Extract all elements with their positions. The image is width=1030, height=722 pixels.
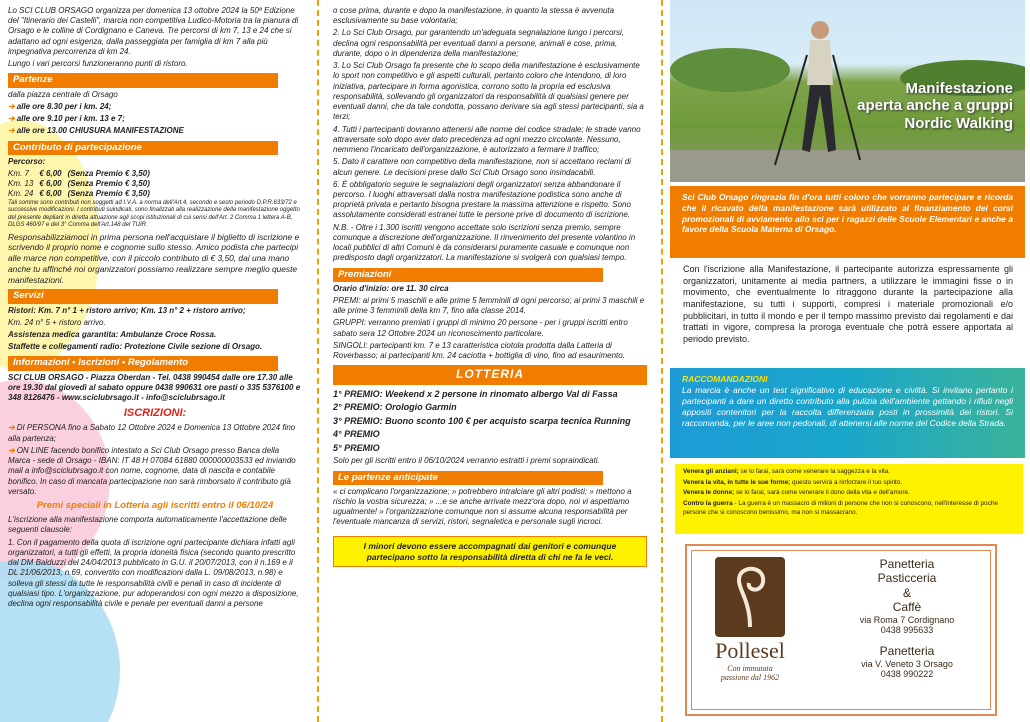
bakery-phone: 0438 990222: [880, 669, 934, 680]
intro-ristori: Lungo i vari percorsi funzioneranno punti di ristoro.: [8, 59, 188, 69]
minori-notice: I minori devono essere accompagnati dai genitori e comunque partecipano sotto la responsabilità diretta di chi ne fa le veci.: [333, 536, 647, 568]
quote: Venera gli anziani; se lo farai, sarà come venerare la saggezza e la vita.: [683, 468, 891, 475]
lottery-prize: 4° PREMIO: [333, 429, 380, 440]
clausola-text: 2. Lo Sci Club Orsago, pur garantendo un'adeguata segnalazione lungo i percorsi, declina ogni responsabilità per eventuali danni a persone, animali e cose, prima, durante, dopo o in dipendenza della manifestazione;: [333, 28, 625, 58]
column-middle: [325, 0, 655, 722]
lottery-prize: 2° PREMIO: Orologio Garmin: [333, 402, 457, 413]
partenze-place: dalla piazza centrale di Orsago: [8, 89, 118, 99]
bakery-ad-inner: [691, 550, 991, 710]
raccomandazioni-box: [670, 368, 1025, 458]
clausola-text: 6. È obbligatorio seguire le segnalazioni degli organizzatori senza abbandonare il percorso. I luoghi attraversati dalla nostra manifestazione podistica sono anche di proprietà privata e pertanto bisogna prestare la massima attenzione e rispetto. Sono assolutamente considerati estranei tutte le persone prive di documento di iscrizione.: [333, 179, 631, 220]
fold-line: [317, 0, 319, 722]
bakery-address: via V. Veneto 3 Orsago: [861, 658, 953, 669]
servizi-line: Km. 24 n° 5 + ristoro arrivo.: [8, 317, 106, 327]
clausola-1: 1. Con il pagamento della quota di iscrizione ogni partecipante dichiara infatti agli organizzatori, a tutti gli effetti, la propria idoneità fisica (secondo quanto prescritto dal DM Balduzzi del 24/04/2013 pubblicato in G.U. il 20/07/2013, con il n.169 e il DL 21/06/2013, n.69, convertito con modificazioni dalla L. 09/08/2013, n.98) e solleva gli stessi da tutte le responsabilità civili e penali in caso di incidente di qualsiasi tipo. L'organizzazione, pur adoperandosi con ogni mezzo a disposizione, declina ogni responsabilità civile e penale per eventuali danni a persone: [8, 537, 299, 609]
arrow-icon: ➔: [8, 423, 15, 433]
column-left: [0, 0, 310, 722]
column-right: [665, 0, 1030, 722]
premi-speciali: Premi speciali in Lotteria agli iscritti entro il 06/10/24: [36, 500, 274, 512]
info-header: Informazioni • Iscrizioni • Regolamento: [8, 356, 278, 370]
anticipate-text: « ci complicano l'organizzazione; » potrebbero intralciare gli altri podisti; » mettono a rischio la vostra sicurezza; » ...e se anche arrivate mezz'ora dopo, noi vi aspettiamo ugualmente! » l'organizzazione comunque non si assume alcuna responsabilità per l'eventuale mancanza di servizi, ristori, segnaletica e personale sugli incroci.: [333, 486, 632, 527]
premiazioni-header: Premiazioni: [333, 268, 603, 282]
lottery-prize: 5° PREMIO: [333, 442, 380, 453]
logo-name: Pollesel: [715, 638, 785, 663]
table-row: Km. 13 € 6,00 (Senza Premio € 3,50): [8, 179, 150, 189]
fold-line: [661, 0, 663, 722]
raccomandazioni-title: RACCOMANDAZIONI: [682, 374, 768, 384]
consent-text: Con l'iscrizione alla Manifestazione, il partecipante autorizza espressamente gli organizzatori, unitamente ai media partners, a utilizzare le immagini fisse o in movimento, che eventualmente lo ritraggono durante la partecipazione alla manifestazione, su tutti i supporti, compresi i materiale promozionali e/o pubblicitari, in tutto il mondo e per il tempo massimo previsto dai regolamenti e dai trattati in vigore, compresa la proroga eventuale che potrà essere apportata al periodo previsto.: [683, 264, 1013, 345]
iscrizioni-title: ISCRIZIONI:: [123, 407, 187, 420]
iscrizioni-persona: ➔ DI PERSONA fino a Sabato 12 Ottobre 2024 e Domenica 13 Ottobre 2024 fino alla partenza;: [8, 423, 296, 443]
clausola-text: o cose prima, durante e dopo la manifestazione, in quanto la stessa è avvenuta esclusivamente su base volontaria;: [333, 6, 615, 26]
partenze-item: ➔ alle ore 13.00 CHIUSURA MANIFESTAZIONE: [8, 126, 184, 136]
fee-table: [8, 169, 156, 200]
anticipate-header: Le partenze anticipate: [333, 471, 603, 485]
quote: Venera le donne; se lo farai, sarà come venerare il dono della vita e dell'amore.: [683, 489, 910, 497]
lottery-note: Solo per gli iscritti entro il 06/10/2024 verranno estratti i premi sopraindicati.: [333, 456, 600, 466]
nordic-walking-photo: [670, 0, 1025, 182]
lottery-prize: 3° PREMIO: Buono sconto 100 € per acquisto scarpa tecnica Running: [333, 415, 631, 426]
percorso-label: Percorso:: [8, 156, 46, 166]
premiazioni-orario: Orario d'inizio: ore 11. 30 circa: [333, 283, 449, 293]
contributo-header: Contributo di partecipazione: [8, 141, 278, 155]
clausole-intro: L'iscrizione alla manifestazione comporta automaticamente l'accettazione delle seguenti clausole:: [8, 515, 287, 535]
arrow-icon: ➔: [8, 126, 15, 136]
servizi-header: Servizi: [8, 289, 278, 303]
premiazioni-gruppi: GRUPPI: verranno premiati i gruppi di minimo 20 persone - per i gruppi iscritti entro sabato sera 12 Ottobre 2024 un riconoscimento particolare.: [333, 318, 628, 338]
nb-text: N.B. - Oltre i 1.300 iscritti vengono accettate solo iscrizioni senza premio, sempre comunque a discrezione dell'organizzazione. Il rinvenimento del presente volantino in locali pubblici di altri Comuni è da considerarsi puramente casuale e comunque non predisposto dagli organizzatori. La manifestazione si svolgerà con qualsiasi tempo.: [333, 222, 636, 263]
bakery-phone: 0438 995633: [880, 625, 934, 636]
thanks-box: Sci Club Orsago ringrazia fin d'ora tutti coloro che vorranno partecipare e ricorda che il ricavato della manifestazione sarà utilizzato al finanziamento dei corsi promozionali di avviamento allo sci per i ragazzi delle Scuole Elementari e anche a favore della Scuola Materna di Orsago.: [670, 186, 1025, 258]
premiazioni-premi: PREMI: ai primi 5 maschili e alle prime 5 femminili di ogni percorso; ai primi 3 maschili e alle prime 3 femminili della km 7, fino alla classe 2014.: [333, 296, 645, 316]
clausola-text: 3. Lo Sci Club Orsago fa presente che lo scopo della manifestazione è esclusivamente lo sport non competitivo e gli aspetti culturali, pertanto coloro che intendono, di loro iniziativa, partecipare in forma agonistica, corrono sotto la propria ed esclusiva responsabilità, sollevando gli organizzatori da responsabilità di qualsiasi genere per eventuali danni, che da tale condotta, possano derivare sia agli stessi partecipanti, sia a terzi;: [333, 61, 644, 122]
servizi-line: Staffette e collegamenti radio: Protezione Civile sezione di Orsago.: [8, 342, 263, 352]
quote: Venera la vita, in tutte le sue forme; questo servirà a rinforzare il tuo spirito.: [683, 478, 903, 486]
raccomandazioni-text: La marcia è anche un test significativo di educazione e civiltà. Si invitano pertanto i partecipanti a dare un diretto contributo alla pulizia dell'ambiente gettando i rifiuti negli appositi contenitori per la raccolta differenziata posti in prossimità dei ristori. Si raccomanda, per le aree non pedonali, di attenersi alle norme del Codice della Strada.: [682, 384, 1013, 428]
bakery-address: via Roma 7 Cordignano: [859, 614, 955, 625]
servizi-line: Assistenza medica garantita: Ambulanze Croce Rossa.: [8, 329, 217, 339]
legal-note: Tali somme sono contributi non soggetti ad I.V.A. a norma dell'Art.4, secondo e sesto periodo D.P.R.633/72 e successive modificazioni. I contributi suindicati, sono finalizzati alla realizzazione della manifestazione oggetto del presente depliant in diretta attuazione agli scopi istituzionali di cui sensi dell'Art. 2 Comma 1 lettera A-B, DLGS 460/97 e del 3° Comma dell'Art.148 del TUIR.: [8, 199, 300, 229]
clausola-text: 5. Dato il carattere non competitivo della manifestazione, non si accettano reclami di alcun genere. Le decisioni prese dallo Sci Club Orsago sono insindacabili.: [333, 157, 631, 177]
lotteria-header: LOTTERIA: [333, 365, 647, 384]
iscrizioni-online: ➔ ON LINE facendo bonifico intestato a Sci Club Orsago presso Banca della Marca - sede di Orsago - IBAN: IT 48 H 07084 61880 000000003533 ed inviando mail a info@sciclubrsago.it con nome, cognome, data di nascita e contabile bonifico. In caso di mancata partecipazione non sarà rimborsato il contributo già versato.: [8, 445, 296, 496]
table-row: Km. 24 € 6,00 (Senza Premio € 3,50): [8, 189, 150, 199]
bakery-details: Panetteria Pasticceria & Caffè via Roma 7 Cordignano 0438 995633 Panetteria via V. Veneto 3 Orsago 0438 990222: [822, 557, 992, 680]
table-row: Km. 7 € 6,00 (Senza Premio € 3,50): [8, 168, 150, 178]
photo-title: Manifestazione aperta anche a gruppi Nordic Walking: [857, 80, 1013, 132]
partenze-header: Partenze: [8, 73, 278, 87]
arrow-icon: ➔: [8, 114, 15, 124]
bakery-ad: [685, 544, 997, 716]
intro-text: Lo SCI CLUB ORSAGO organizza per domenica 13 ottobre 2024 la 50ª Edizione del "Itinerario dei Castelli", marcia non competitiva Ludico-Motoria tra la pianura di Orsago e le colline di Cordignano e Caneva. Tre percorsi di km 7, 13 e 24 che si adattano ad ogni esigenza, dalla passeggiata per famiglia di km 7 alla più impegnativa percorrenza di km 24.: [8, 6, 299, 56]
arrow-icon: ➔: [8, 445, 15, 455]
quote: Contro la guerra - La guerra è un massacro di milioni di persone che non si conoscono, nell'interesse di poche persone che si conoscono benissimo, ma non si massacrano.: [683, 499, 998, 516]
premiazioni-singoli: SINGOLI: partecipanti km. 7 e 13 caratteristica ciotola prodotta dalla Latteria di Roverbasso; ai partecipanti km. 24 caciotta + bottiglia di vino, fino ad esaurimento.: [333, 340, 625, 361]
partenze-item: ➔ alle ore 8.30 per i km. 24;: [8, 101, 112, 111]
quotes-box: [675, 464, 1023, 534]
lottery-prize: 1° PREMIO: Weekend x 2 persone in rinomato albergo Val di Fassa: [333, 388, 618, 399]
responsibility-text: Responsabilizziamoci in prima persona nell'acquistare il biglietto di iscrizione e scrivendo il proprio nome e cognome sullo stesso. Amico podista che partecipi alle marce non competitive, con il piccolo contributo di € 3,50, dai una mano anche tu affinché noi organizzatori possiamo realizzare sempre meglio queste manifestazioni.: [8, 231, 300, 285]
arrow-icon: ➔: [8, 101, 15, 111]
partenze-item: ➔ alle ore 9.10 per i km. 13 e 7;: [8, 114, 125, 124]
info-contacts[interactable]: SCI CLUB ORSAGO - Piazza Oberdan - Tel. 0438 990454 dalle ore 17.30 alle ore 19.30 dal giovedì al sabato oppure 0438 990631 ore pasti o 335 5376100 e 348 8126476 - www.sciclubrsago.it - info@sciclubrsago.it: [8, 372, 301, 403]
pollesel-logo: [700, 557, 800, 707]
logo-tagline: Con immutata passione dal 1962: [720, 664, 780, 682]
clausola-text: 4. Tutti i partecipanti dovranno attenersi alle norme del codice stradale; le strade vanno attraversate solo dopo aver dato precedenza ad ogni mezzo circolante. Nessuno, nemmeno l'incaricato dell'organizzazione, è autorizzato a fermare il traffico;: [333, 124, 641, 155]
logo-swirl-icon: [715, 557, 785, 637]
servizi-line: Ristori: Km. 7 n° 1 + ristoro arrivo; Km. 13 n° 2 + ristoro arrivo;: [8, 305, 246, 315]
